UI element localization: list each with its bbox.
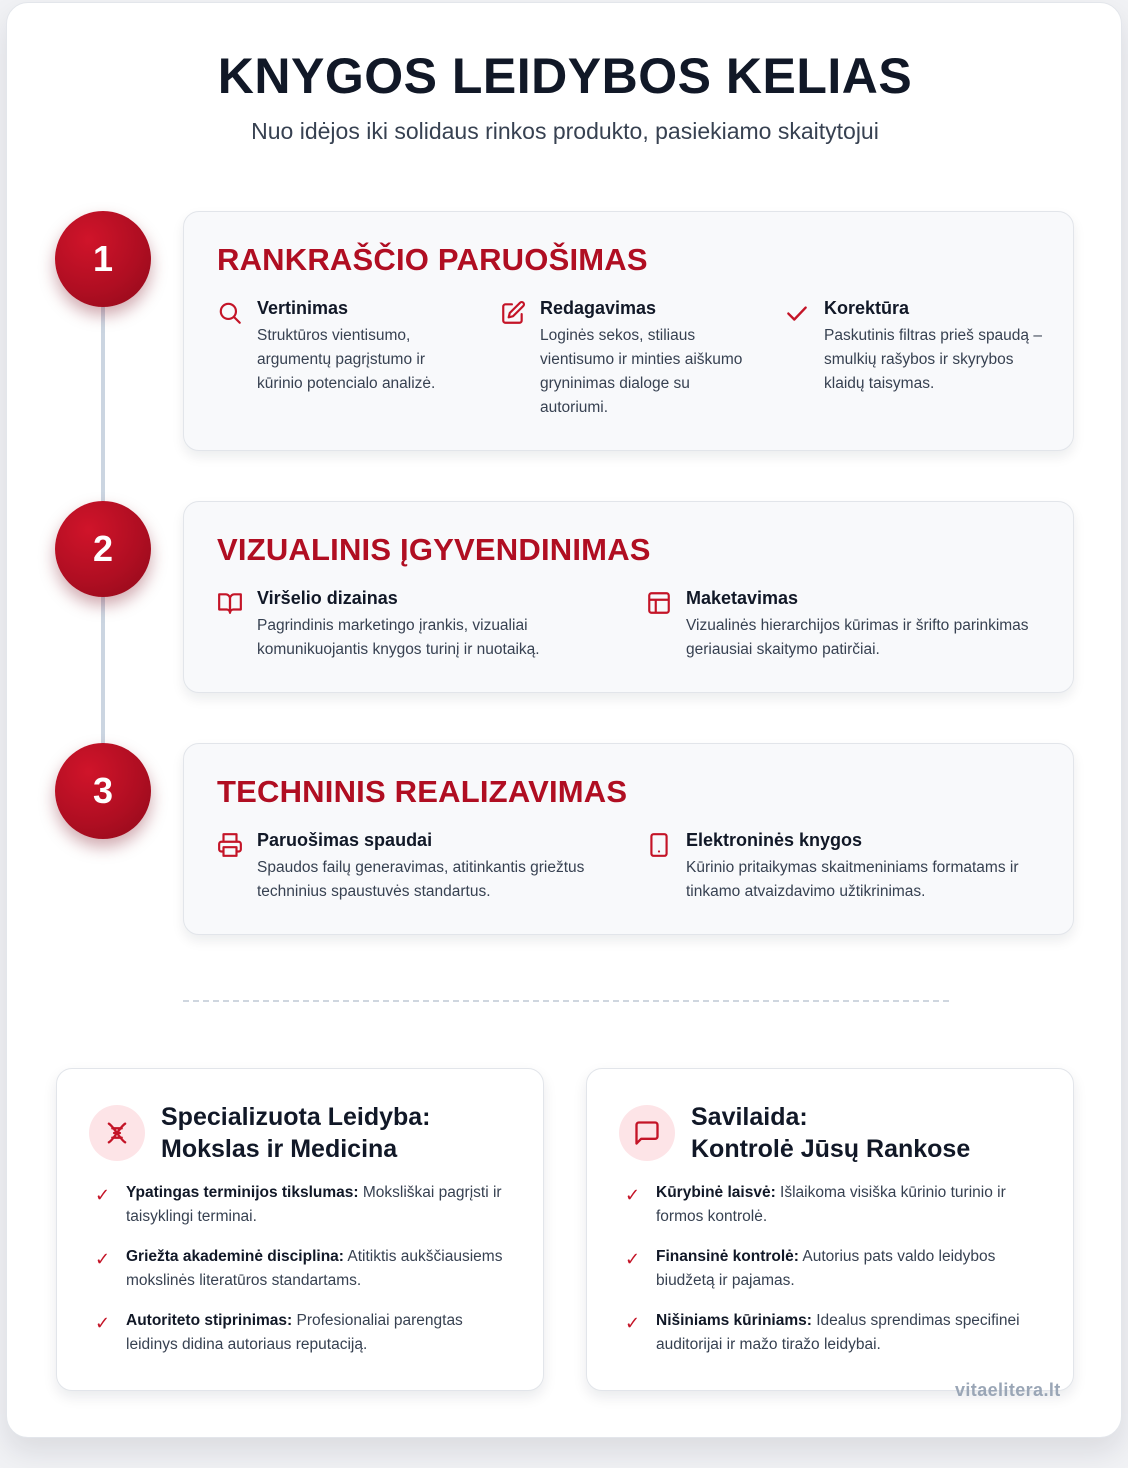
checkmark-icon: ✓	[625, 1249, 641, 1269]
page-subtitle: Nuo idėjos iki solidaus rinkos produkto, pasiekiamo skaitytojui	[251, 118, 879, 144]
item-title: Maketavimas	[686, 588, 799, 608]
item-title: Elektroninės knygos	[686, 830, 863, 850]
item-title: Vertinimas	[257, 298, 349, 318]
page-title: KNYGOS LEIDYBOS KELIAS	[217, 48, 913, 104]
item-description: Loginės sekos, stiliaus vientisumo ir minties aiškumo gryninimas dialoge su autoriumi.	[540, 327, 743, 416]
dna-icon	[89, 1105, 145, 1161]
step-card-2	[183, 501, 1074, 693]
step-title: TECHNINIS REALIZAVIMAS	[217, 774, 628, 809]
step-title: RANKRAŠČIO PARUOŠIMAS	[217, 242, 648, 277]
item-description: Spaudos failų generavimas, atitinkantis griežtus techninius spaustuvės standartus.	[257, 859, 585, 900]
edit-icon	[500, 300, 526, 326]
card-title: Savilaida: Kontrolė Jūsų Rankose	[691, 1103, 971, 1163]
card-title: Specializuota Leidyba: Mokslas ir Medicina	[161, 1103, 431, 1163]
item-description: Paskutinis filtras prieš spaudą – smulkių rašybos ir skyrybos klaidų taisymas.	[824, 327, 1042, 392]
checkmark-icon: ✓	[95, 1185, 111, 1205]
benefit-list	[625, 1181, 1045, 1373]
section-divider	[183, 1000, 949, 1002]
item-description: Kūrinio pritaikymas skaitmeniniams formatams ir tinkamo atvaizdavimo užtikrinimas.	[686, 859, 1019, 900]
checkmark-icon: ✓	[625, 1313, 641, 1333]
list-item: ✓ Griežta akademinė disciplina: Atitiktis aukščiausiems mokslinės literatūros standartams.	[95, 1248, 503, 1289]
item-title: Viršelio dizainas	[257, 588, 398, 608]
item-title: Paruošimas spaudai	[257, 830, 433, 850]
step-number-1: 1	[55, 211, 151, 307]
layout-icon	[646, 590, 672, 616]
check-icon	[784, 300, 810, 326]
list-item: ✓ Autoriteto stiprinimas: Profesionaliai parengtas leidinys didina autoriaus reputaciją.	[95, 1312, 463, 1353]
checkmark-icon: ✓	[625, 1185, 641, 1205]
item-description: Struktūros vientisumo, argumentų pagrįstumo ir kūrinio potencialo analizė.	[257, 327, 436, 392]
list-item: ✓ Finansinė kontrolė: Autorius pats valdo leidybos biudžetą ir pajamas.	[625, 1248, 996, 1289]
chat-square-icon	[619, 1105, 675, 1161]
info-card-specialized-publishing	[56, 1068, 544, 1391]
checkmark-icon: ✓	[95, 1249, 111, 1269]
item-description: Pagrindinis marketingo įrankis, vizualiai komunikuojantis knygos turinį ir nuotaiką.	[257, 617, 540, 658]
search-icon	[217, 300, 243, 326]
benefit-list	[95, 1181, 515, 1373]
tablet-icon	[646, 832, 672, 858]
step-card-3	[183, 743, 1074, 935]
item-title: Redagavimas	[540, 298, 657, 318]
list-item: ✓ Nišiniams kūriniams: Idealus sprendimas specifinei auditorijai ir mažo tiražo leidybai.	[625, 1312, 1020, 1353]
infographic-page	[6, 2, 1122, 1438]
step-card-1	[183, 211, 1074, 451]
checkmark-icon: ✓	[95, 1313, 111, 1333]
list-item: ✓ Ypatingas terminijos tikslumas: Moksliškai pagrįsti ir taisyklingi terminai.	[95, 1184, 502, 1225]
item-description: Vizualinės hierarchijos kūrimas ir šrifto parinkimas geriausiai skaitymo patirčiai.	[686, 617, 1029, 658]
info-card-self-publishing	[586, 1068, 1074, 1391]
brand-watermark: vitaelitera.lt	[955, 1380, 1061, 1400]
printer-icon	[217, 832, 243, 858]
step-title: VIZUALINIS ĮGYVENDINIMAS	[217, 532, 651, 567]
step-number-3: 3	[55, 743, 151, 839]
item-title: Korektūra	[824, 298, 910, 318]
step-number-2: 2	[55, 501, 151, 597]
list-item: ✓ Kūrybinė laisvė: Išlaikoma visiška kūrinio turinio ir formos kontrolė.	[625, 1184, 1006, 1225]
book-open-icon	[217, 590, 243, 616]
